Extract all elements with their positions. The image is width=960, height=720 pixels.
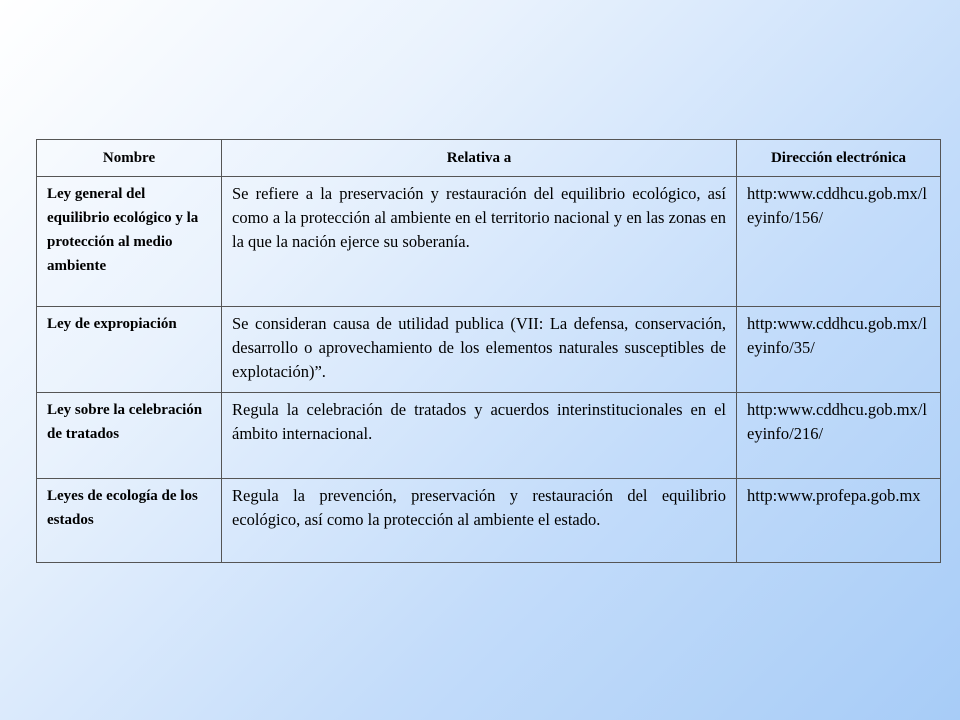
law-name: Ley sobre la celebración de tratados (37, 393, 222, 479)
law-url: http:www.cddhcu.gob.mx/leyinfo/35/ (737, 307, 941, 393)
table-row (37, 307, 941, 393)
law-name: Leyes de ecología de los estados (37, 479, 222, 563)
table-row (37, 479, 941, 563)
header-name: Nombre (37, 140, 222, 177)
law-url: http:www.cddhcu.gob.mx/leyinfo/216/ (737, 393, 941, 479)
header-relative: Relativa a (222, 140, 737, 177)
law-description: Se consideran causa de utilidad publica (VII: La defensa, conservación, desarrollo o aprovechamiento de los elementos naturales susceptibles de explotación)”. (222, 307, 737, 393)
law-name: Ley general del equilibrio ecológico y la protección al medio ambiente (37, 177, 222, 307)
laws-table (36, 139, 941, 563)
table-row (37, 393, 941, 479)
header-row (37, 140, 941, 177)
law-description: Regula la prevención, preservación y restauración del equilibrio ecológico, así como la protección al ambiente el estado. (222, 479, 737, 563)
law-url: http:www.profepa.gob.mx (737, 479, 941, 563)
law-description: Regula la celebración de tratados y acuerdos interinstitucionales en el ámbito internacional. (222, 393, 737, 479)
law-description: Se refiere a la preservación y restauración del equilibrio ecológico, así como a la protección al ambiente en el territorio nacional y en las zonas en la que la nación ejerce su soberanía. (222, 177, 737, 307)
header-address: Dirección electrónica (737, 140, 941, 177)
table-row (37, 177, 941, 307)
law-name: Ley de expropiación (37, 307, 222, 393)
law-url: http:www.cddhcu.gob.mx/leyinfo/156/ (737, 177, 941, 307)
